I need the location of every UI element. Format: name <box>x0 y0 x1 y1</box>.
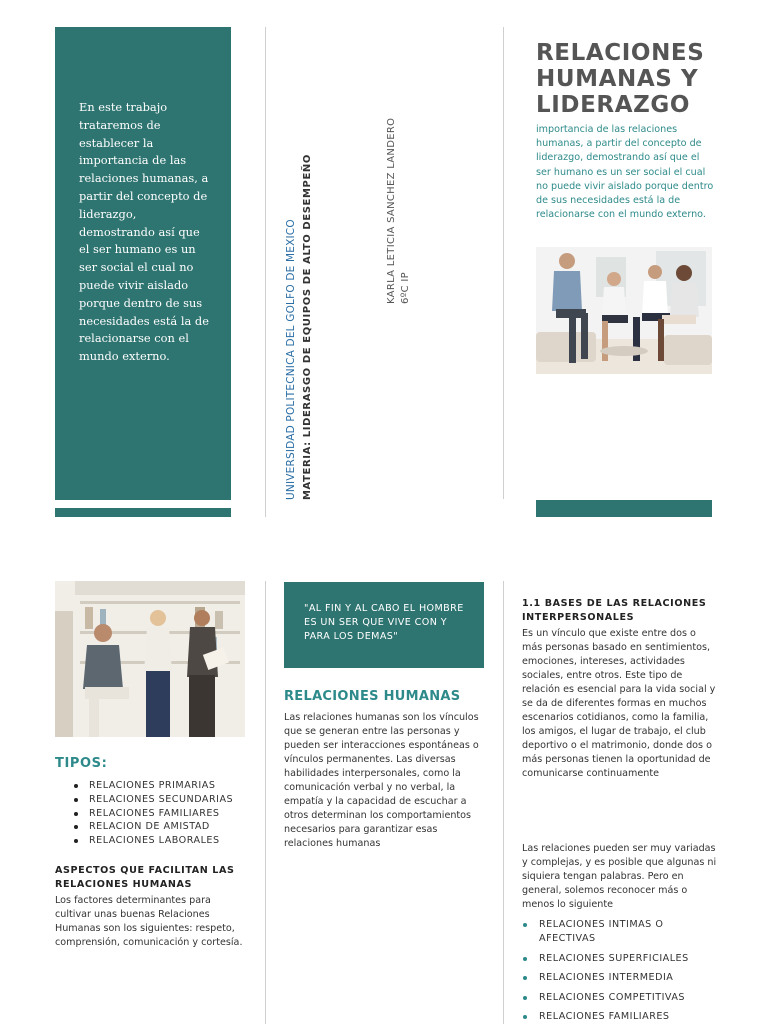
aspectos-text: Los factores determinantes para cultivar unas buenas Relaciones Humanas son los siguientes: respeto, comprensión, comunicación y cortesía. <box>55 895 243 948</box>
page-title: RELACIONES HUMANAS Y LIDERAZGO <box>536 40 705 118</box>
quote-text: "AL FIN Y AL CABO EL HOMBRE ES UN SER QUE VIVE CON Y PARA LOS DEMAS" <box>304 603 464 642</box>
tipos-heading: TIPOS: <box>55 756 108 771</box>
relaciones-humanas-heading: RELACIONES HUMANAS <box>284 689 461 704</box>
bases-text-2: Las relaciones pueden ser muy variadas y complejas, y es posible que algunas ni siquiera tengan palabras. Pero en general, solemos reconocer más o menos lo siguiente <box>522 843 717 910</box>
intro-text: En este trabajo trataremos de establecer la importancia de las relaciones humanas, a partir del concepto de liderazgo, demostrando así que el ser humano es un ser social el cual no puede vivir aislado porque dentro de sus necesidades está la de relacionarse con el mundo externo. <box>79 100 209 364</box>
list-item: RELACIONES INTERMEDIA <box>522 971 722 985</box>
column-divider <box>265 27 266 517</box>
intro-summary: importancia de las relaciones humanas, a partir del concepto de liderazgo, demostrando así que el ser humano es un ser social el cual no puede vivir aislado porque dentro de sus necesidades está la de relacionarse con el mundo externo. <box>536 124 714 221</box>
accent-bar <box>536 500 712 517</box>
author-name: KARLA LETICIA SANCHEZ LANDERO <box>386 117 397 304</box>
subject-name: MATERIA: LIDERASGO DE EQUIPOS DE ALTO DESEMPEÑO <box>302 154 313 500</box>
list-item: RELACIONES COMPETITIVAS <box>522 991 722 1005</box>
tipos-list <box>72 779 233 848</box>
list-item: RELACIONES INTIMAS O AFECTIVAS <box>522 918 722 946</box>
accent-bar <box>55 508 231 517</box>
list-item: RELACIONES SUPERFICIALES <box>522 952 722 966</box>
bases-text: Es un vínculo que existe entre dos o más personas basado en sentimientos, emociones, intereses, actividades sociales, entre otros. Este tipo de relación es esencial para la vida social y se da de diferentes formas en muchos escenarios cotidianos, como la familia, los amigos, el lugar de trabajo, el club deportivo o el matrimonio, donde dos o más personas tienen la oportunidad de comunicarse continuamente <box>522 628 716 779</box>
relaciones-humanas-text: Las relaciones humanas son los vínculos que se generan entre las personas y pueden ser interacciones espontáneas o vínculos permanentes. Las diversas habilidades interpersonales, como la comunicación verbal y no verbal, la empatía y la capacidad de escuchar a otros determinan los comportamientos necesarios para garantizar esas relaciones humanas <box>284 712 479 849</box>
meeting-photo <box>536 247 712 374</box>
column-divider <box>503 27 504 499</box>
aspectos-heading: ASPECTOS QUE FACILITAN LAS RELACIONES HUMANAS <box>55 865 235 890</box>
list-item: RELACIONES FAMILIARES <box>72 807 233 821</box>
list-item: RELACIONES PRIMARIAS <box>72 779 233 793</box>
list-item: RELACIONES SECUNDARIAS <box>72 793 233 807</box>
meeting-illustration <box>536 247 712 374</box>
quote-box <box>284 582 484 668</box>
bases-heading: 1.1 BASES DE LAS RELACIONES INTERPERSONALES <box>522 598 707 623</box>
team-illustration <box>55 581 245 737</box>
list-item: RELACIONES FAMILIARES <box>522 1010 722 1024</box>
relaciones-list <box>522 918 722 1024</box>
author-grade: 6ºC IP <box>400 271 411 304</box>
list-item: RELACION DE AMISTAD <box>72 820 233 834</box>
column-divider <box>265 581 266 1024</box>
intro-panel <box>55 27 231 500</box>
team-photo <box>55 581 245 737</box>
university-name: UNIVERSIDAD POLITECNICA DEL GOLFO DE MEXICO <box>285 219 297 500</box>
list-item: RELACIONES LABORALES <box>72 834 233 848</box>
column-divider <box>503 581 504 1024</box>
